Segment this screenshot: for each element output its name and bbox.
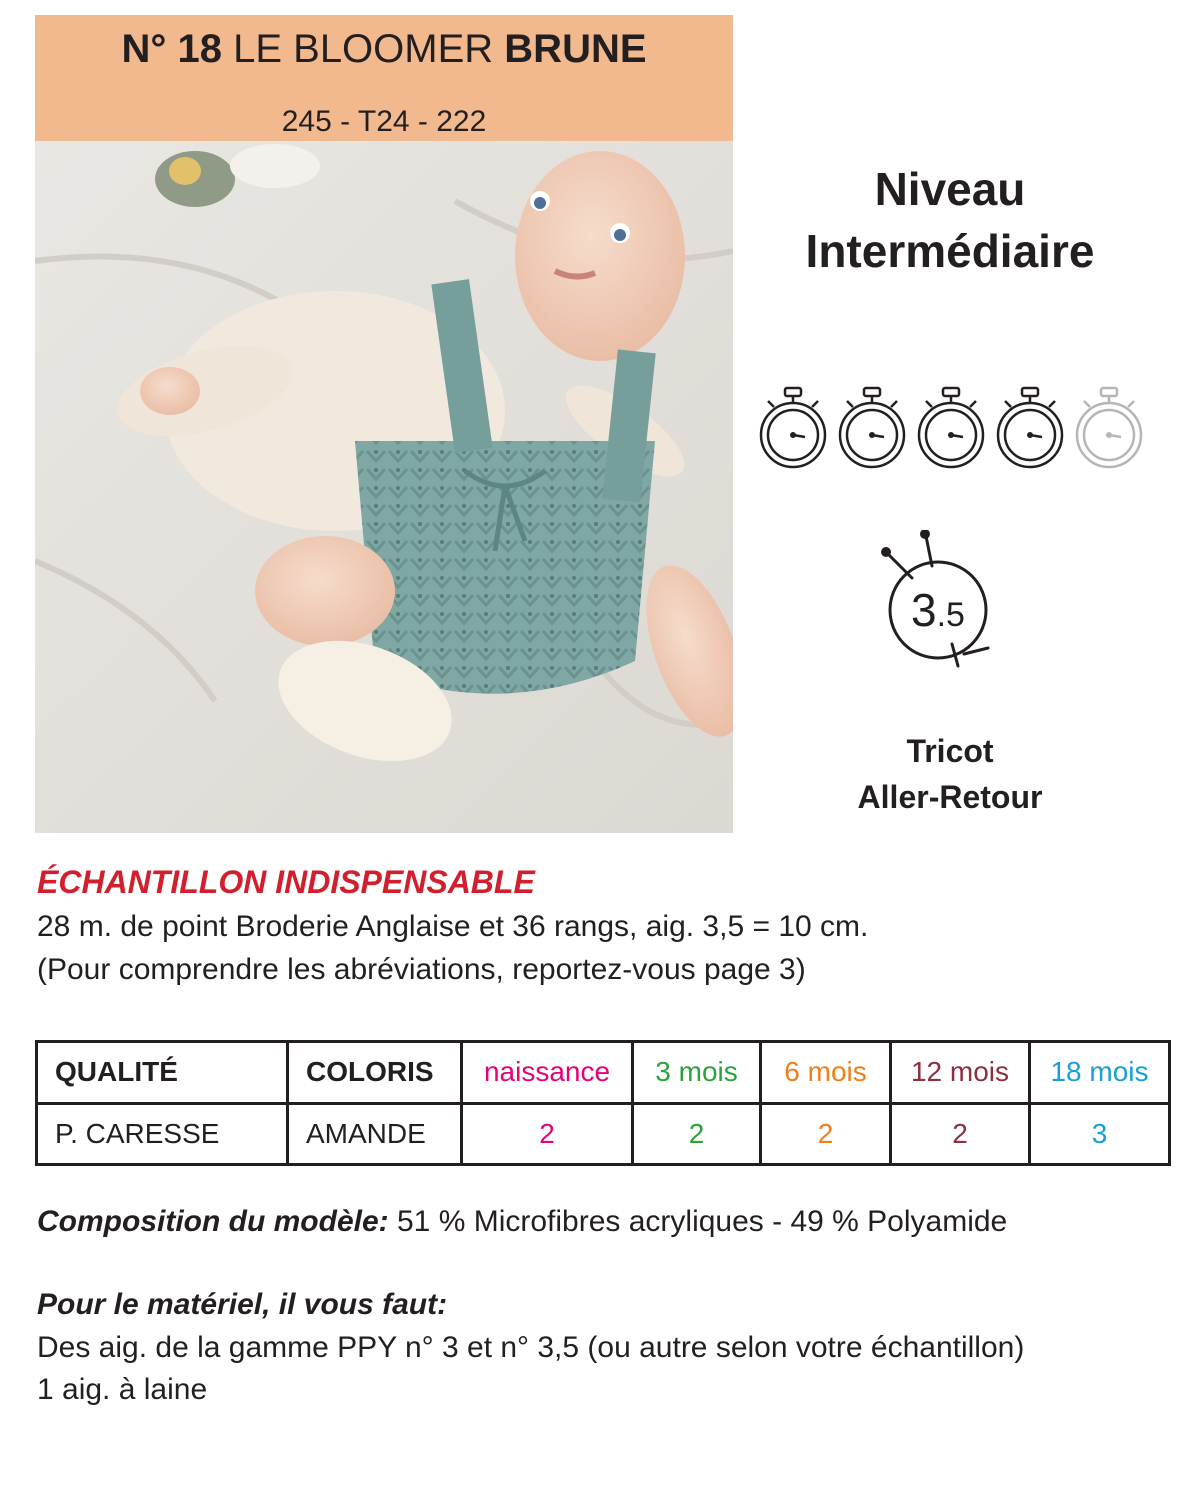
- cell-qty-18m: 3: [1030, 1103, 1170, 1165]
- cell-color: AMANDE: [288, 1103, 462, 1165]
- material-wool-needle: 1 aig. à laine: [37, 1373, 208, 1406]
- cell-qty-3m: 2: [633, 1103, 761, 1165]
- composition-value: 51 % Microfibres acryliques - 49 % Polyamide: [388, 1205, 1008, 1238]
- difficulty-level: [750, 158, 1150, 282]
- level-value: Intermédiaire: [805, 225, 1095, 277]
- cell-qty-6m: 2: [761, 1103, 891, 1165]
- yarn-quantities-table: [35, 1040, 1171, 1166]
- composition-line: [37, 1203, 1007, 1241]
- cell-quality: P. CARESSE: [37, 1103, 288, 1165]
- title-banner: [35, 15, 733, 141]
- header-quality: QUALITÉ: [37, 1042, 288, 1104]
- pattern-number: N° 18: [121, 27, 222, 71]
- composition-label: Composition du modèle:: [37, 1205, 389, 1238]
- pattern-title: [35, 27, 733, 71]
- header-size-18m: 18 mois: [1030, 1042, 1170, 1104]
- material-label: Pour le matériel, il vous faut:: [37, 1288, 448, 1321]
- needle-size-icon: [876, 530, 998, 678]
- table-header-row: [37, 1042, 1170, 1104]
- header-size-3m: 3 mois: [633, 1042, 761, 1104]
- header-color: COLORIS: [288, 1042, 462, 1104]
- stopwatch-icon: [837, 385, 907, 471]
- cell-qty-12m: 2: [891, 1103, 1030, 1165]
- gauge-description: 28 m. de point Broderie Anglaise et 36 rangs, aig. 3,5 = 10 cm.: [37, 910, 869, 943]
- header-size-12m: 12 mois: [891, 1042, 1030, 1104]
- stopwatch-icon: [995, 385, 1065, 471]
- technique-line2: Aller-Retour: [857, 779, 1043, 815]
- pattern-yarn-name: BRUNE: [504, 27, 647, 71]
- knitting-technique: [750, 728, 1150, 820]
- needle-size-label: 3.5: [911, 584, 965, 636]
- stopwatch-icon-inactive: [1074, 385, 1144, 471]
- pattern-name: LE BLOOMER: [233, 27, 494, 71]
- stopwatch-icon: [758, 385, 828, 471]
- material-needles: Des aig. de la gamme PPY n° 3 et n° 3,5 (ou autre selon votre échantillon): [37, 1331, 1025, 1364]
- difficulty-timers: [758, 385, 1148, 475]
- table-row: [37, 1103, 1170, 1165]
- abbreviations-note: (Pour comprendre les abréviations, reportez-vous page 3): [37, 953, 806, 986]
- header-size-6m: 6 mois: [761, 1042, 891, 1104]
- cell-qty-birth: 2: [462, 1103, 633, 1165]
- header-size-birth: naissance: [462, 1042, 633, 1104]
- baby-bloomer-photo: [35, 141, 733, 833]
- technique-line1: Tricot: [906, 733, 994, 769]
- level-label: Niveau: [874, 163, 1026, 215]
- pattern-reference: 245 - T24 - 222: [281, 105, 487, 138]
- stopwatch-icon: [916, 385, 986, 471]
- gauge-title: ÉCHANTILLON INDISPENSABLE: [37, 864, 535, 900]
